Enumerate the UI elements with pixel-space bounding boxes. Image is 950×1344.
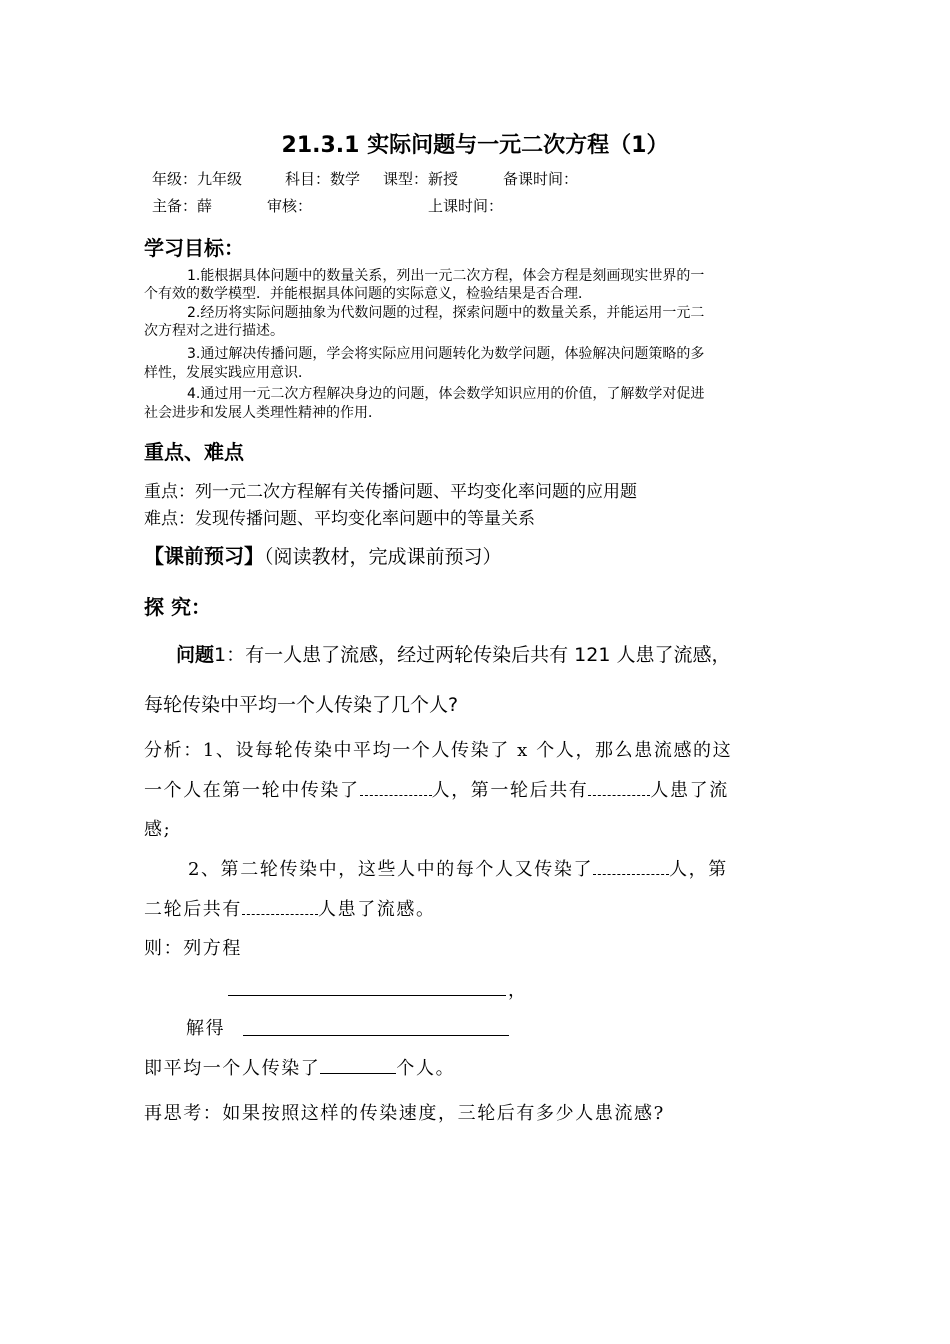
objective-line: 次方程对之进行描述。 xyxy=(144,323,284,339)
objective-line: 社会进步和发展人类理性精神的作用． xyxy=(144,405,382,421)
subject-field: 科目：数学 xyxy=(285,170,361,188)
analysis-text: 人，第一轮后共有 xyxy=(431,780,589,801)
equation-label: 则：列方程 xyxy=(144,938,242,959)
objective-line: 个有效的数学模型．并能根据具体问题的实际意义，检验结果是否合理． xyxy=(144,286,592,302)
answer-blank[interactable] xyxy=(360,794,432,796)
page-title: 21.3.1 实际问题与一元二次方程（1） xyxy=(281,133,669,158)
analysis-text: 人患了流感。 xyxy=(318,899,436,920)
answer-blank[interactable] xyxy=(320,1072,396,1074)
author-field: 主备：薛 xyxy=(152,197,213,215)
analysis-line: 分析：1、设每轮传染中平均一个人传染了 x 个人，那么患流感的这 xyxy=(144,740,733,761)
class-time-field: 上课时间： xyxy=(428,197,504,215)
key-points-heading: 重点、难点 xyxy=(144,440,244,464)
problem-label: 问题 xyxy=(176,644,215,666)
conclusion-text: 即平均一个人传染了 xyxy=(144,1058,321,1079)
objectives-heading: 学习目标： xyxy=(144,236,244,260)
prep-time-field: 备课时间： xyxy=(503,170,579,188)
explore-heading: 探 究： xyxy=(144,595,211,619)
conclusion-text: 个人。 xyxy=(396,1058,456,1079)
lesson-type-field: 课型：新授 xyxy=(383,170,459,188)
solution-blank[interactable] xyxy=(243,1035,509,1036)
reviewer-field: 审核： xyxy=(267,197,313,215)
preview-note: （阅读教材，完成课前预习） xyxy=(264,546,502,568)
problem-text: 1：有一人患了流感，经过两轮传染后共有 121 人患了流感， xyxy=(214,644,731,666)
grade-field: 年级：九年级 xyxy=(152,170,243,188)
analysis-text: 二轮后共有 xyxy=(144,899,242,920)
objective-line: 样性，发展实践应用意识． xyxy=(144,365,312,381)
equation-blank[interactable] xyxy=(228,995,506,996)
objective-line: 1.能根据具体问题中的数量关系，列出一元二次方程，体会方程是刻画现实世界的一 xyxy=(187,268,705,284)
difficult-point: 难点：发现传播问题、平均变化率问题中的等量关系 xyxy=(144,509,535,529)
analysis-line: 感; xyxy=(144,819,172,840)
objective-line: 3.通过解决传播问题，学会将实际应用问题转化为数学问题，体验解决问题策略的多 xyxy=(187,346,705,362)
analysis-text: 一个人在第一轮中传染了 xyxy=(144,780,360,801)
analysis-text: 2、第二轮传染中，这些人中的每个人又传染了 xyxy=(188,859,594,880)
solve-label: 解得 xyxy=(186,1018,226,1039)
answer-blank[interactable] xyxy=(588,794,650,796)
objective-line: 2.经历将实际问题抽象为代数问题的过程，探索问题中的数量关系，并能运用一元二 xyxy=(187,305,705,321)
analysis-text: 人，第 xyxy=(669,859,728,880)
analysis-text: 人患了流 xyxy=(650,780,729,801)
rethink-question: 再思考：如果按照这样的传染速度，三轮后有多少人患流感? xyxy=(144,1103,665,1124)
preview-heading: 【课前预习】 xyxy=(144,544,264,568)
equation-comma: ， xyxy=(508,980,528,1001)
problem-text: 每轮传染中平均一个人传染了几个人? xyxy=(144,694,459,716)
objective-line: 4.通过用一元二次方程解决身边的问题，体会数学知识应用的价值，了解数学对促进 xyxy=(187,386,705,402)
answer-blank[interactable] xyxy=(242,913,318,915)
key-point: 重点：列一元二次方程解有关传播问题、平均变化率问题的应用题 xyxy=(144,482,637,502)
answer-blank[interactable] xyxy=(593,873,669,875)
